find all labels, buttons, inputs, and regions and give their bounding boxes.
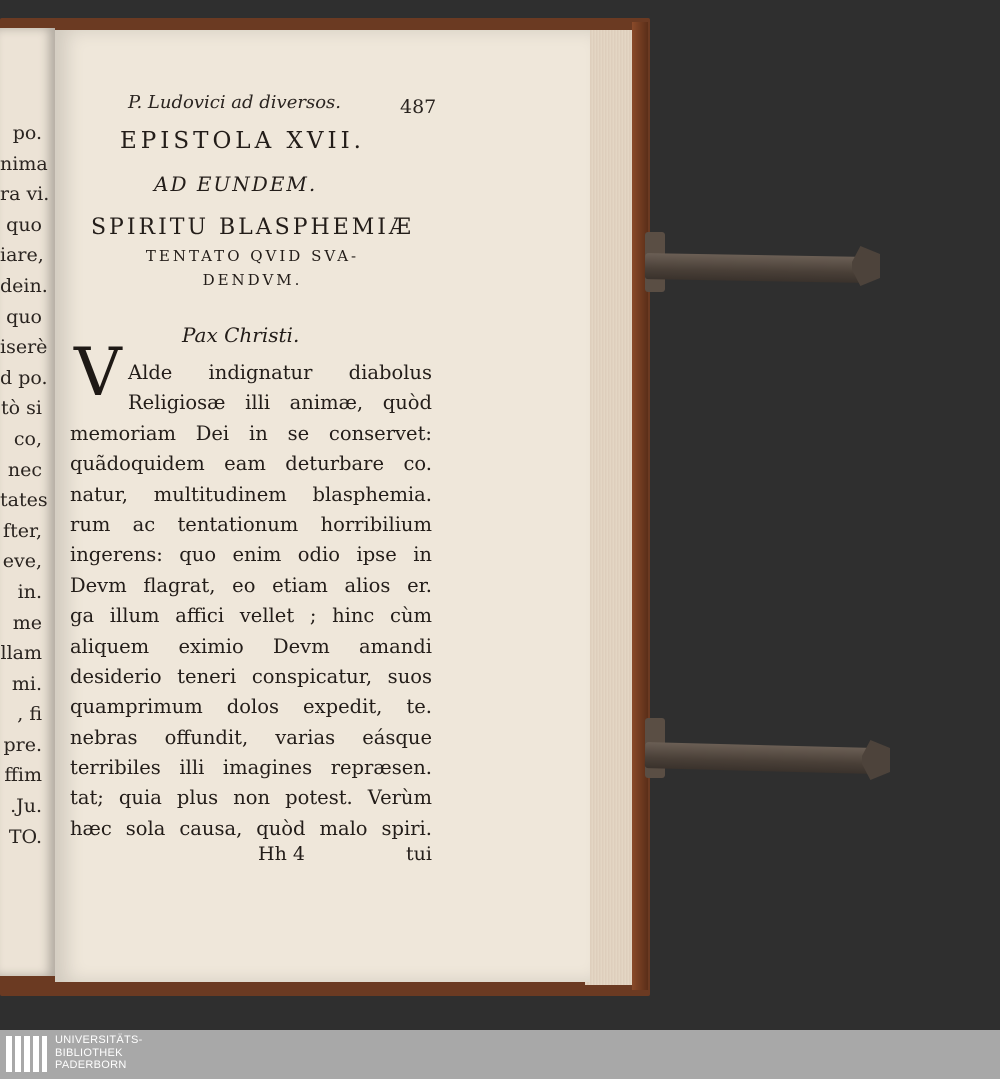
left-page-line: ra vi. [0, 183, 50, 206]
left-page-line: tò si [1, 397, 42, 420]
left-page-line: llam [0, 642, 42, 665]
left-page-line: quo [6, 305, 42, 328]
library-name-line-3: PADERBORN [55, 1059, 127, 1071]
left-page-line: me [12, 611, 42, 634]
left-page-line: ffim [4, 764, 42, 787]
subject-line-1: SPIRITU BLASPHEMIÆ [90, 215, 415, 240]
body-line: tat; quia plus non potest. Verùm [70, 786, 432, 810]
body-line: desiderio teneri conspicatur, suos [70, 664, 432, 688]
page-number: 487 [400, 96, 437, 118]
left-page-line: co, [13, 427, 42, 450]
body-line: rum ac tentationum horribilium [70, 512, 432, 536]
left-page-line: .Ju. [10, 795, 42, 818]
running-head: P. Ludovici ad diversos. [128, 92, 342, 113]
cover-edge [632, 22, 648, 990]
library-footer [0, 1030, 1000, 1079]
body-line: quamprimum dolos expedit, te. [70, 695, 432, 719]
body-line: Devm flagrat, eo etiam alios er. [70, 573, 432, 597]
left-page [0, 28, 55, 976]
body-line: terribiles illi imagines repræsen. [70, 756, 432, 780]
library-name [55, 1034, 143, 1072]
left-page-line: d po. [0, 366, 48, 389]
body-text [70, 358, 432, 844]
salutation: Pax Christi. [182, 323, 300, 347]
left-page-line: iserè [0, 336, 48, 359]
library-name-line-2: BIBLIOTHEK [55, 1046, 123, 1059]
left-page-line: nec [7, 458, 42, 481]
left-page-line: nima [0, 152, 48, 175]
addressee-heading: AD EUNDEM. [154, 172, 318, 196]
left-page-line: mi. [11, 672, 42, 695]
left-page-text [0, 118, 50, 852]
body-line: natur, multitudinem blasphemia. [70, 482, 432, 506]
left-page-line: fter, [3, 519, 42, 542]
left-page-line: po. [12, 122, 42, 144]
body-line: quãdoquidem eam deturbare co. [70, 452, 432, 476]
left-page-line: eve, [2, 550, 42, 573]
drop-cap: V [74, 334, 122, 411]
left-page-line: pre. [3, 733, 42, 756]
left-page-line: , fi [17, 703, 42, 726]
library-name-line-1: UNIVERSITÄTS- [55, 1034, 143, 1046]
body-line: Alde indignatur diabolus [128, 361, 432, 384]
subject-line-2: TENTATO QVID SVA- [145, 247, 360, 265]
body-line: ingerens: quo enim odio ipse in [70, 543, 432, 567]
left-page-line: tates [0, 489, 48, 512]
catchline [258, 843, 432, 865]
body-line: ga illum affici vellet ; hinc cùm [70, 604, 432, 628]
clasp-top [645, 253, 865, 283]
subject-line-3: DENDVM. [202, 271, 303, 289]
body-line: memoriam Dei in se conservet: [70, 421, 432, 445]
page-edges [585, 30, 635, 985]
left-page-line: quo [6, 213, 42, 236]
body-line: nebras offundit, varias eásque [70, 725, 432, 749]
left-page-line: dein. [0, 274, 48, 297]
body-line: Religiosæ illi animæ, quòd [128, 391, 432, 415]
epistle-title: EPISTOLA XVII. [120, 128, 365, 154]
body-line: aliquem eximio Devm amandi [70, 634, 432, 658]
subject-heading [70, 212, 435, 292]
body-line: hæc sola causa, quòd malo spiri. [70, 816, 432, 840]
left-page-line: in. [17, 580, 42, 603]
signature-mark: Hh 4 [258, 843, 305, 865]
left-page-line: iare, [0, 244, 44, 267]
library-logo-icon [6, 1034, 48, 1074]
left-page-line: TO. [8, 825, 42, 848]
catchword: tui [406, 843, 432, 865]
